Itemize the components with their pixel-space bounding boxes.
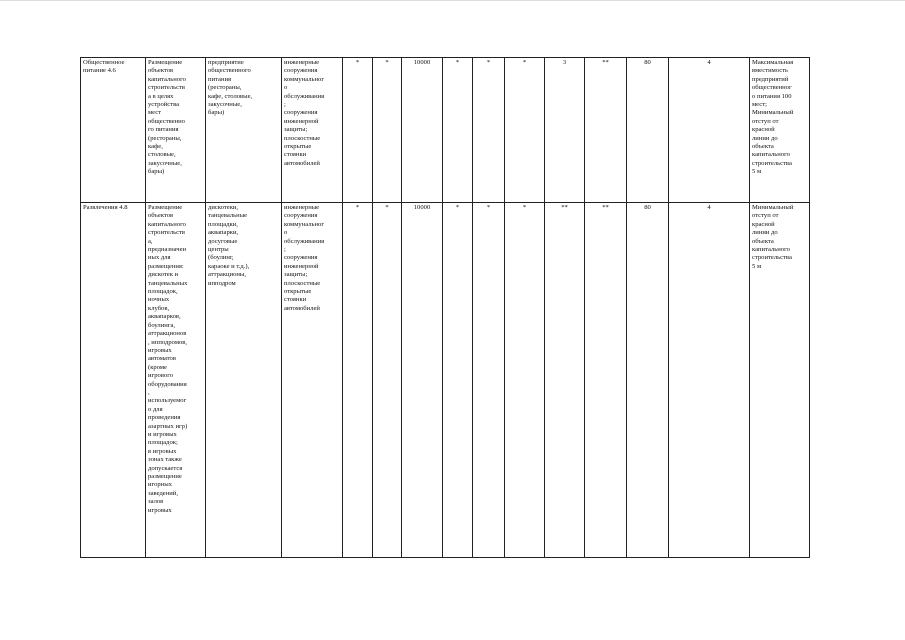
param-cell: 3 [545,58,585,203]
param-cell: 4 [669,58,750,203]
auxiliary-cell: инженерные сооружения коммунальног о обслуживания ; сооружения инженерной защиты; плоскостные открытые стоянки автомобилей [282,58,343,203]
param-cell: * [505,203,545,558]
param-cell: 10000 [402,58,443,203]
use-description-cell: Размещение объектов капитального строительств а в целях устройства мест общественно го питания (рестораны, кафе, столовые, закусочные, бары) [146,58,206,203]
param-cell: 80 [627,203,669,558]
param-cell: * [443,58,473,203]
land-use-table [80,57,810,558]
page-top-edge [0,0,905,1]
param-cell: 4 [669,203,750,558]
table-row [81,58,810,203]
param-cell: 80 [627,58,669,203]
use-name-cell: Развлечения 4.8 [81,203,146,558]
objects-cell: дискотеки, танцевальные площадки, аквапарки, досуговые центры (боулинг, караоке и т.д.), аттракционы, ипподром [206,203,282,558]
param-cell: * [473,203,505,558]
use-description-cell: Размещение объектов капитального строительств а, предназначен ных для размещения: дискотек и танцевальных площадок, ночных клубов, аквапарков, боулинга, аттракционов , ипподромов, игровых автоматов (кроме игрового оборудования , используемог о для проведения азартных игр) и игровых площадок; в игровых зонах также допускается размещение игорных заведений, залов игровых [146,203,206,558]
param-cell: ** [585,58,627,203]
param-cell: ** [585,203,627,558]
use-name-cell: Общественное питание 4.6 [81,58,146,203]
table-row [81,203,810,558]
param-cell: * [373,203,402,558]
param-cell: * [443,203,473,558]
param-cell: ** [545,203,585,558]
param-cell: * [343,203,373,558]
param-cell: * [343,58,373,203]
notes-cell: Минимальный отступ от красной линии до объекта капитального строительства 5 м [750,203,810,558]
objects-cell: предприятие общественного питания (рестораны, кафе, столовые, закусочные, бары) [206,58,282,203]
notes-cell: Максимальная вместимость предприятий общественног о питания 100 мест; Минимальный отступ от красной линии до объекта капитального строительства 5 м [750,58,810,203]
param-cell: * [473,58,505,203]
auxiliary-cell: инженерные сооружения коммунальног о обслуживания ; сооружения инженерной защиты; плоскостные открытые стоянки автомобилей [282,203,343,558]
param-cell: 10000 [402,203,443,558]
param-cell: * [505,58,545,203]
param-cell: * [373,58,402,203]
